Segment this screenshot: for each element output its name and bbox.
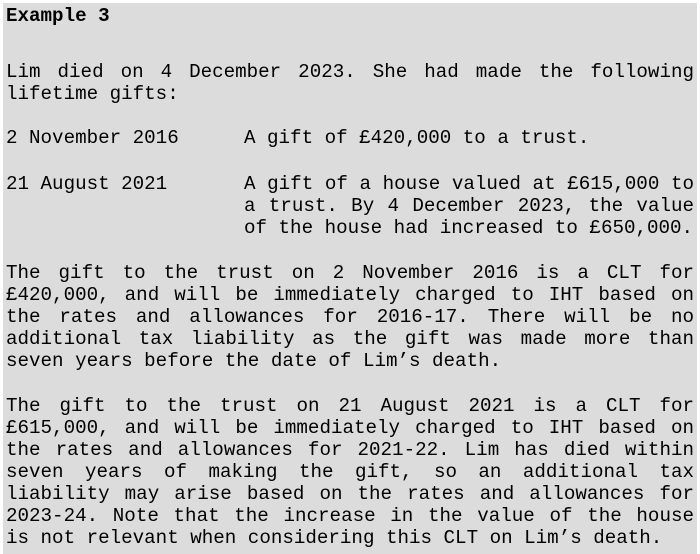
gift-row bbox=[6, 127, 694, 149]
gift-date: 21 August 2021 bbox=[6, 173, 168, 195]
example-panel bbox=[3, 3, 697, 554]
gift-date: 2 November 2016 bbox=[6, 127, 179, 149]
intro-paragraph: Lim died on 4 December 2023. She had made the following lifetime gifts: bbox=[6, 61, 694, 105]
example-title: Example 3 bbox=[6, 5, 110, 27]
explanation-paragraph: The gift to the trust on 2 November 2016 is a CLT for £420,000, and will be immediately charged to IHT based on the rates and allowances for 2016-17. There will be no additional tax liability as the gift was made more than seven years before the date of Lim’s death. bbox=[6, 262, 694, 372]
gift-description: A gift of a house valued at £615,000 to a trust. By 4 December 2023, the value of the house had increased to £650,000. bbox=[244, 173, 694, 239]
explanation-paragraph: The gift to the trust on 21 August 2021 is a CLT for £615,000, and will be immediately charged to IHT based on the rates and allowances for 2021-22. Lim has died within seven years of making the gift, so an additional tax liability may arise based on the rates and allowances for 2023-24. Note that the increase in the value of the house is not relevant when considering this CLT on Lim’s death. bbox=[6, 395, 694, 549]
gift-row bbox=[6, 173, 694, 239]
gift-description: A gift of £420,000 to a trust. bbox=[244, 127, 590, 149]
